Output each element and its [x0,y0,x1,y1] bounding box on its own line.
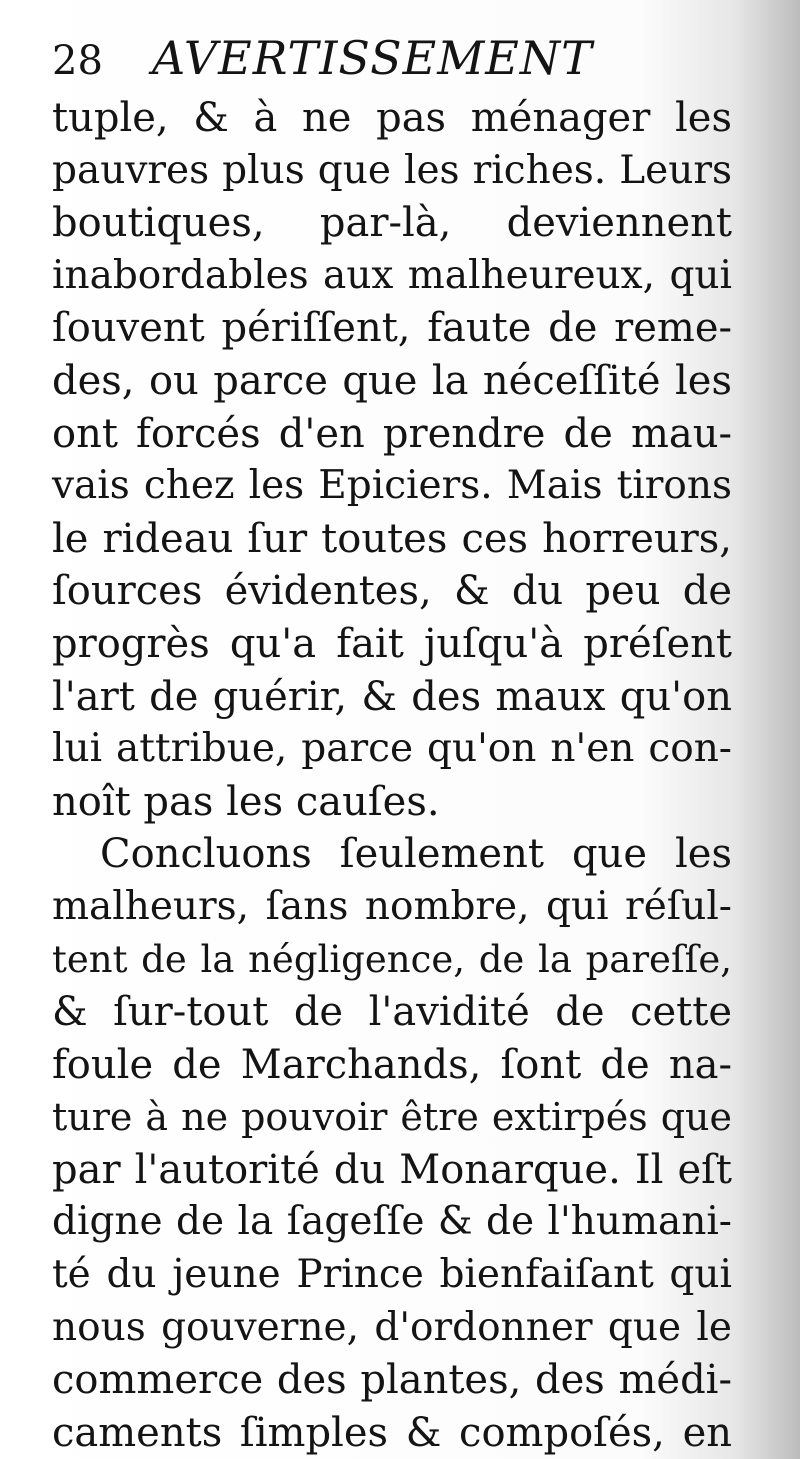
page-header [52,28,593,88]
text-line: boutiques, par-là, deviennent [52,200,732,247]
text-line: le rideau ſur toutes ces horreurs, [52,515,732,562]
text-line: vais chez les Epiciers. Mais tirons [52,463,732,509]
paragraph-2 [52,828,732,1459]
page-number: 28 [52,38,103,84]
text-line: foule de Marchands, ſont de na- [52,1041,732,1088]
text-line: tuple, & à ne pas ménager les [52,95,732,141]
text-line: inabordables aux malheureux, qui [52,252,732,298]
text-line: té du jeune Prince bienfaiſant qui [52,1252,732,1298]
body-text [52,92,732,1459]
text-line: ture à ne pouvoir être extirpés que [52,1095,732,1140]
text-line: progrès qu'a fait juſqu'à préſent [52,620,732,667]
text-line: des, ou parce que la néceſſité les [52,357,732,404]
text-line: pauvres plus que les riches. Leurs [52,147,732,193]
text-line: & ſur-tout de l'avidité de cette [52,989,732,1036]
text-line: par l'autorité du Monarque. Il eſt [52,1146,732,1193]
text-line: digne de la ſageſſe & de l'humani- [52,1199,732,1245]
text-line: tent de la négligence, de la pareſſe, [52,937,732,981]
text-line: lui attribue, parce qu'on n'en con- [52,726,732,772]
text-line: caments ſimples & compoſés, en [52,1409,732,1456]
paragraph-1 [52,92,732,828]
text-line: ſources évidentes, & du peu de [52,568,732,615]
text-line: noît pas les cauſes. [52,778,440,825]
text-line: nous gouverne, d'ordonner que le [52,1304,732,1350]
text-line: Concluons ſeulement que les [100,831,732,878]
text-line: ont forcés d'en prendre de mau- [52,410,732,457]
text-line: malheurs, ſans nombre, qui réſul- [52,883,732,929]
running-title: AVERTISSEMENT [152,31,593,85]
text-line: ſouvent périſſent, faute de reme- [52,305,732,352]
text-line: l'art de guérir, & des maux qu'on [52,673,732,720]
text-line: commerce des plantes, des médi- [52,1357,732,1404]
